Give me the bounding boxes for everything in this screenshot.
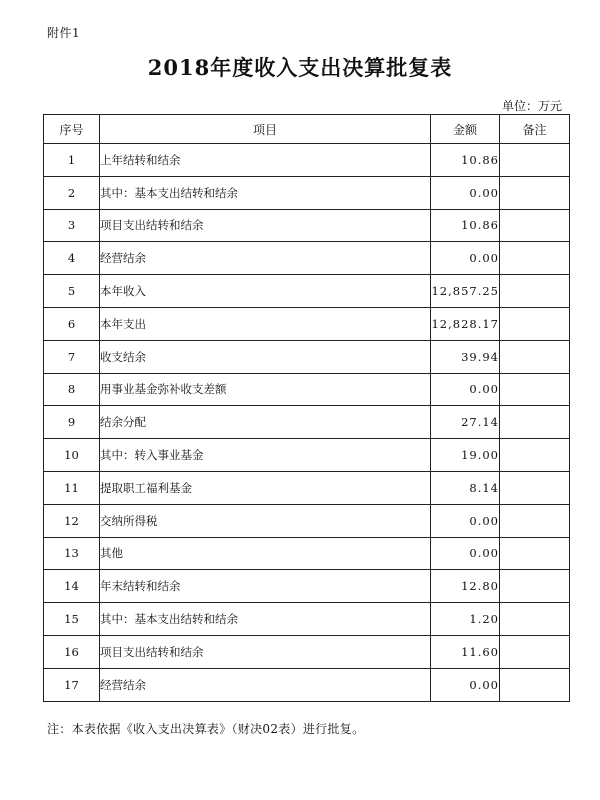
row-remark [500,307,570,340]
row-seq: 12 [44,504,100,537]
table-row [44,668,570,701]
attachment-label: 附件1 [47,26,81,40]
row-seq: 1 [44,144,100,177]
row-seq: 15 [44,603,100,636]
table-row [44,144,570,177]
row-amount: 0.00 [431,176,500,209]
table-row [44,471,570,504]
page-title: 2018年度收入支出决算批复表 [147,55,453,80]
row-remark [500,603,570,636]
row-seq: 8 [44,373,100,406]
row-amount: 19.00 [431,439,500,472]
row-seq: 2 [44,176,100,209]
row-item: 提取职工福利基金 [100,471,431,504]
row-remark [500,373,570,406]
row-seq: 11 [44,471,100,504]
row-amount: 27.14 [431,406,500,439]
table-row [44,570,570,603]
row-item: 交纳所得税 [100,504,431,537]
row-item: 项目支出结转和结余 [100,209,431,242]
row-remark [500,635,570,668]
row-remark [500,275,570,308]
row-seq: 16 [44,635,100,668]
row-remark [500,242,570,275]
row-amount: 0.00 [431,373,500,406]
table-row [44,209,570,242]
row-amount: 10.86 [431,209,500,242]
row-amount: 12,857.25 [431,275,500,308]
row-seq: 14 [44,570,100,603]
row-seq: 7 [44,340,100,373]
row-amount: 1.20 [431,603,500,636]
row-amount: 10.86 [431,144,500,177]
row-remark [500,504,570,537]
header-item: 项目 [100,115,431,144]
row-amount: 8.14 [431,471,500,504]
table-header-row [44,115,570,144]
row-remark [500,570,570,603]
row-item: 用事业基金弥补收支差额 [100,373,431,406]
row-item: 经营结余 [100,668,431,701]
row-seq: 13 [44,537,100,570]
table-row [44,373,570,406]
row-amount: 0.00 [431,504,500,537]
table-row [44,439,570,472]
unit-label: 单位：万元 [501,99,562,113]
row-item: 其中：基本支出结转和结余 [100,176,431,209]
row-amount: 39.94 [431,340,500,373]
table-row [44,537,570,570]
table-row [44,504,570,537]
row-item: 年末结转和结余 [100,570,431,603]
row-seq: 5 [44,275,100,308]
row-remark [500,668,570,701]
row-remark [500,406,570,439]
row-seq: 17 [44,668,100,701]
header-remark: 备注 [500,115,570,144]
row-remark [500,144,570,177]
row-amount: 0.00 [431,242,500,275]
table-row [44,635,570,668]
row-seq: 3 [44,209,100,242]
table-row [44,242,570,275]
table-row [44,275,570,308]
row-item: 上年结转和结余 [100,144,431,177]
table-row [44,603,570,636]
row-amount: 12.80 [431,570,500,603]
row-seq: 9 [44,406,100,439]
footnote: 注：本表依据《收入支出决算表》（财决02表）进行批复。 [47,722,365,736]
table-row [44,307,570,340]
row-seq: 10 [44,439,100,472]
row-seq: 4 [44,242,100,275]
row-remark [500,471,570,504]
row-item: 其中：转入事业基金 [100,439,431,472]
row-item: 其他 [100,537,431,570]
table-row [44,406,570,439]
row-amount: 0.00 [431,668,500,701]
row-remark [500,209,570,242]
row-item: 本年收入 [100,275,431,308]
row-item: 经营结余 [100,242,431,275]
header-seq: 序号 [44,115,100,144]
row-amount: 11.60 [431,635,500,668]
row-amount: 12,828.17 [431,307,500,340]
row-remark [500,439,570,472]
row-item: 收支结余 [100,340,431,373]
row-item: 其中：基本支出结转和结余 [100,603,431,636]
report-table [43,114,570,702]
row-remark [500,537,570,570]
table-row [44,176,570,209]
row-item: 本年支出 [100,307,431,340]
row-seq: 6 [44,307,100,340]
row-amount: 0.00 [431,537,500,570]
row-remark [500,176,570,209]
table-row [44,340,570,373]
header-amount: 金额 [431,115,500,144]
row-item: 结余分配 [100,406,431,439]
row-remark [500,340,570,373]
row-item: 项目支出结转和结余 [100,635,431,668]
